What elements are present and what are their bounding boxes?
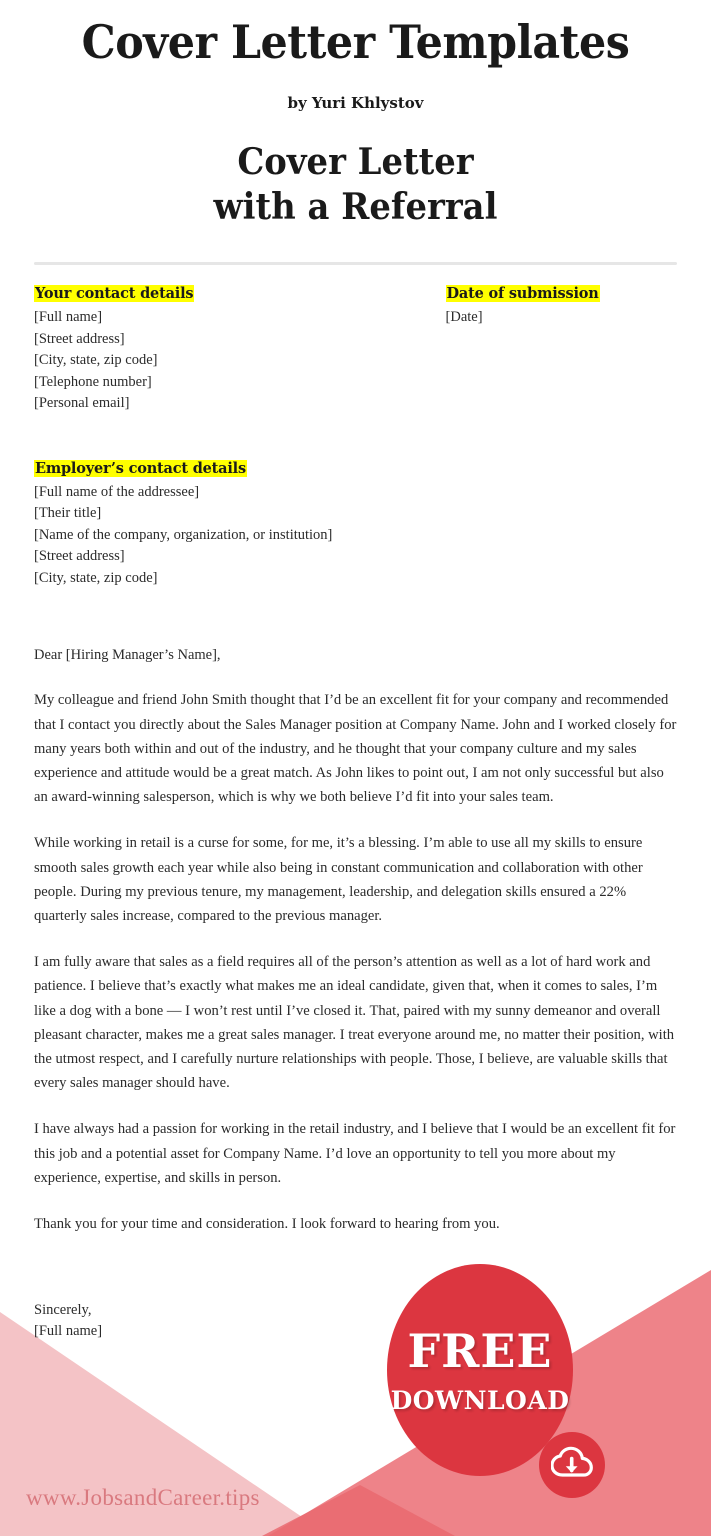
contact-line: [Street address] xyxy=(34,330,125,347)
employer-line: [Their title] xyxy=(34,505,102,522)
sign-off: Sincerely, xyxy=(34,1302,92,1319)
badge-download-label: DOWNLOAD xyxy=(390,1385,570,1415)
letter-paragraph: Thank you for your time and consideration. I look forward to hearing from you. xyxy=(34,1216,500,1233)
letter-paragraph: I am fully aware that sales as a field requires all of the person’s attention as well as a lot of hard work and patience. I believe that’s exactly what makes me an ideal candidate, given that, when it comes to sales, I’m like a dog with a bone — I won’t rest until I’ve closed it. That, paired with my sunny demeanor and overall pleasant character, makes me a great sales manager. I treat everyone around me, no matter their position, with the utmost respect, and I carefully nurture relationships with people. Those, I believe, are valuable skills that every sales manager should have. xyxy=(34,954,675,1092)
employer-contact-heading: Employer’s contact details xyxy=(35,459,246,477)
your-contact-heading-row xyxy=(34,285,407,303)
letter-paragraph: While working in retail is a curse for some, for me, it’s a blessing. I’m able to use all my skills to ensure smooth sales growth each year while also being in constant communication and collaboration with other people. During my previous tenure, my management, leadership, and delegation skills ensured a 22% quarterly sales increase, compared to the previous manager. xyxy=(34,835,643,925)
cloud-download-button[interactable] xyxy=(539,1432,605,1498)
employer-line: [City, state, zip code] xyxy=(34,569,158,586)
document-title-line-2: with a Referral xyxy=(213,186,498,229)
employer-line: [Street address] xyxy=(34,548,125,565)
date-of-submission-heading: Date of submission xyxy=(446,285,599,303)
date-heading-row xyxy=(446,285,677,303)
contact-date-row xyxy=(34,285,677,415)
contact-line: [Personal email] xyxy=(34,395,130,412)
letter-salutation: Dear [Hiring Manager’s Name], xyxy=(34,647,221,664)
date-of-submission-block xyxy=(440,285,677,329)
contact-line: [City, state, zip code] xyxy=(34,352,158,369)
date-value: [Date] xyxy=(445,309,483,326)
employer-contact-heading-row xyxy=(34,460,677,478)
employer-contact-details-block xyxy=(34,460,677,590)
author-byline: by Yuri Khlystov xyxy=(287,93,424,112)
contact-line: [Telephone number] xyxy=(34,373,152,390)
document-title xyxy=(21,140,689,231)
badge-free-label: FREE xyxy=(407,1323,553,1378)
employer-line: [Full name of the addressee] xyxy=(34,483,200,500)
letter-sheet xyxy=(0,285,711,1342)
document-title-line-1: Cover Letter xyxy=(237,140,474,183)
letter-paragraph: My colleague and friend John Smith thought that I’d be an excellent fit for your company and recommended that I contact you directly about the Sales Manager position at Company Name. John and I worked closely for many years both within and out of the industry, and he thought that your company culture and my sales experience and attitude would be a great match. As John likes to point out, I am not only successful but also an award-winning salesperson, which is why we both believe I’d fit into your sales team. xyxy=(34,692,677,806)
cloud-download-icon xyxy=(551,1446,593,1485)
page-header xyxy=(0,0,711,230)
your-contact-heading: Your contact details xyxy=(35,285,194,303)
letter-paragraph: I have always had a passion for working in the retail industry, and I believe that I would be an excellent fit for this job and a potential asset for Company Name. I’d love an opportunity to tell you more about my experience, expertise, and skills in person. xyxy=(34,1121,676,1186)
employer-line: [Name of the company, organization, or institution] xyxy=(34,526,333,543)
signature-name: [Full name] xyxy=(34,1323,103,1340)
header-divider xyxy=(34,262,677,265)
your-contact-details-block xyxy=(34,285,407,415)
site-watermark: www.JobsandCareer.tips xyxy=(26,1485,260,1510)
page-title: Cover Letter Templates xyxy=(81,15,630,69)
letter-closing xyxy=(34,1300,677,1342)
contact-line: [Full name] xyxy=(34,309,103,326)
